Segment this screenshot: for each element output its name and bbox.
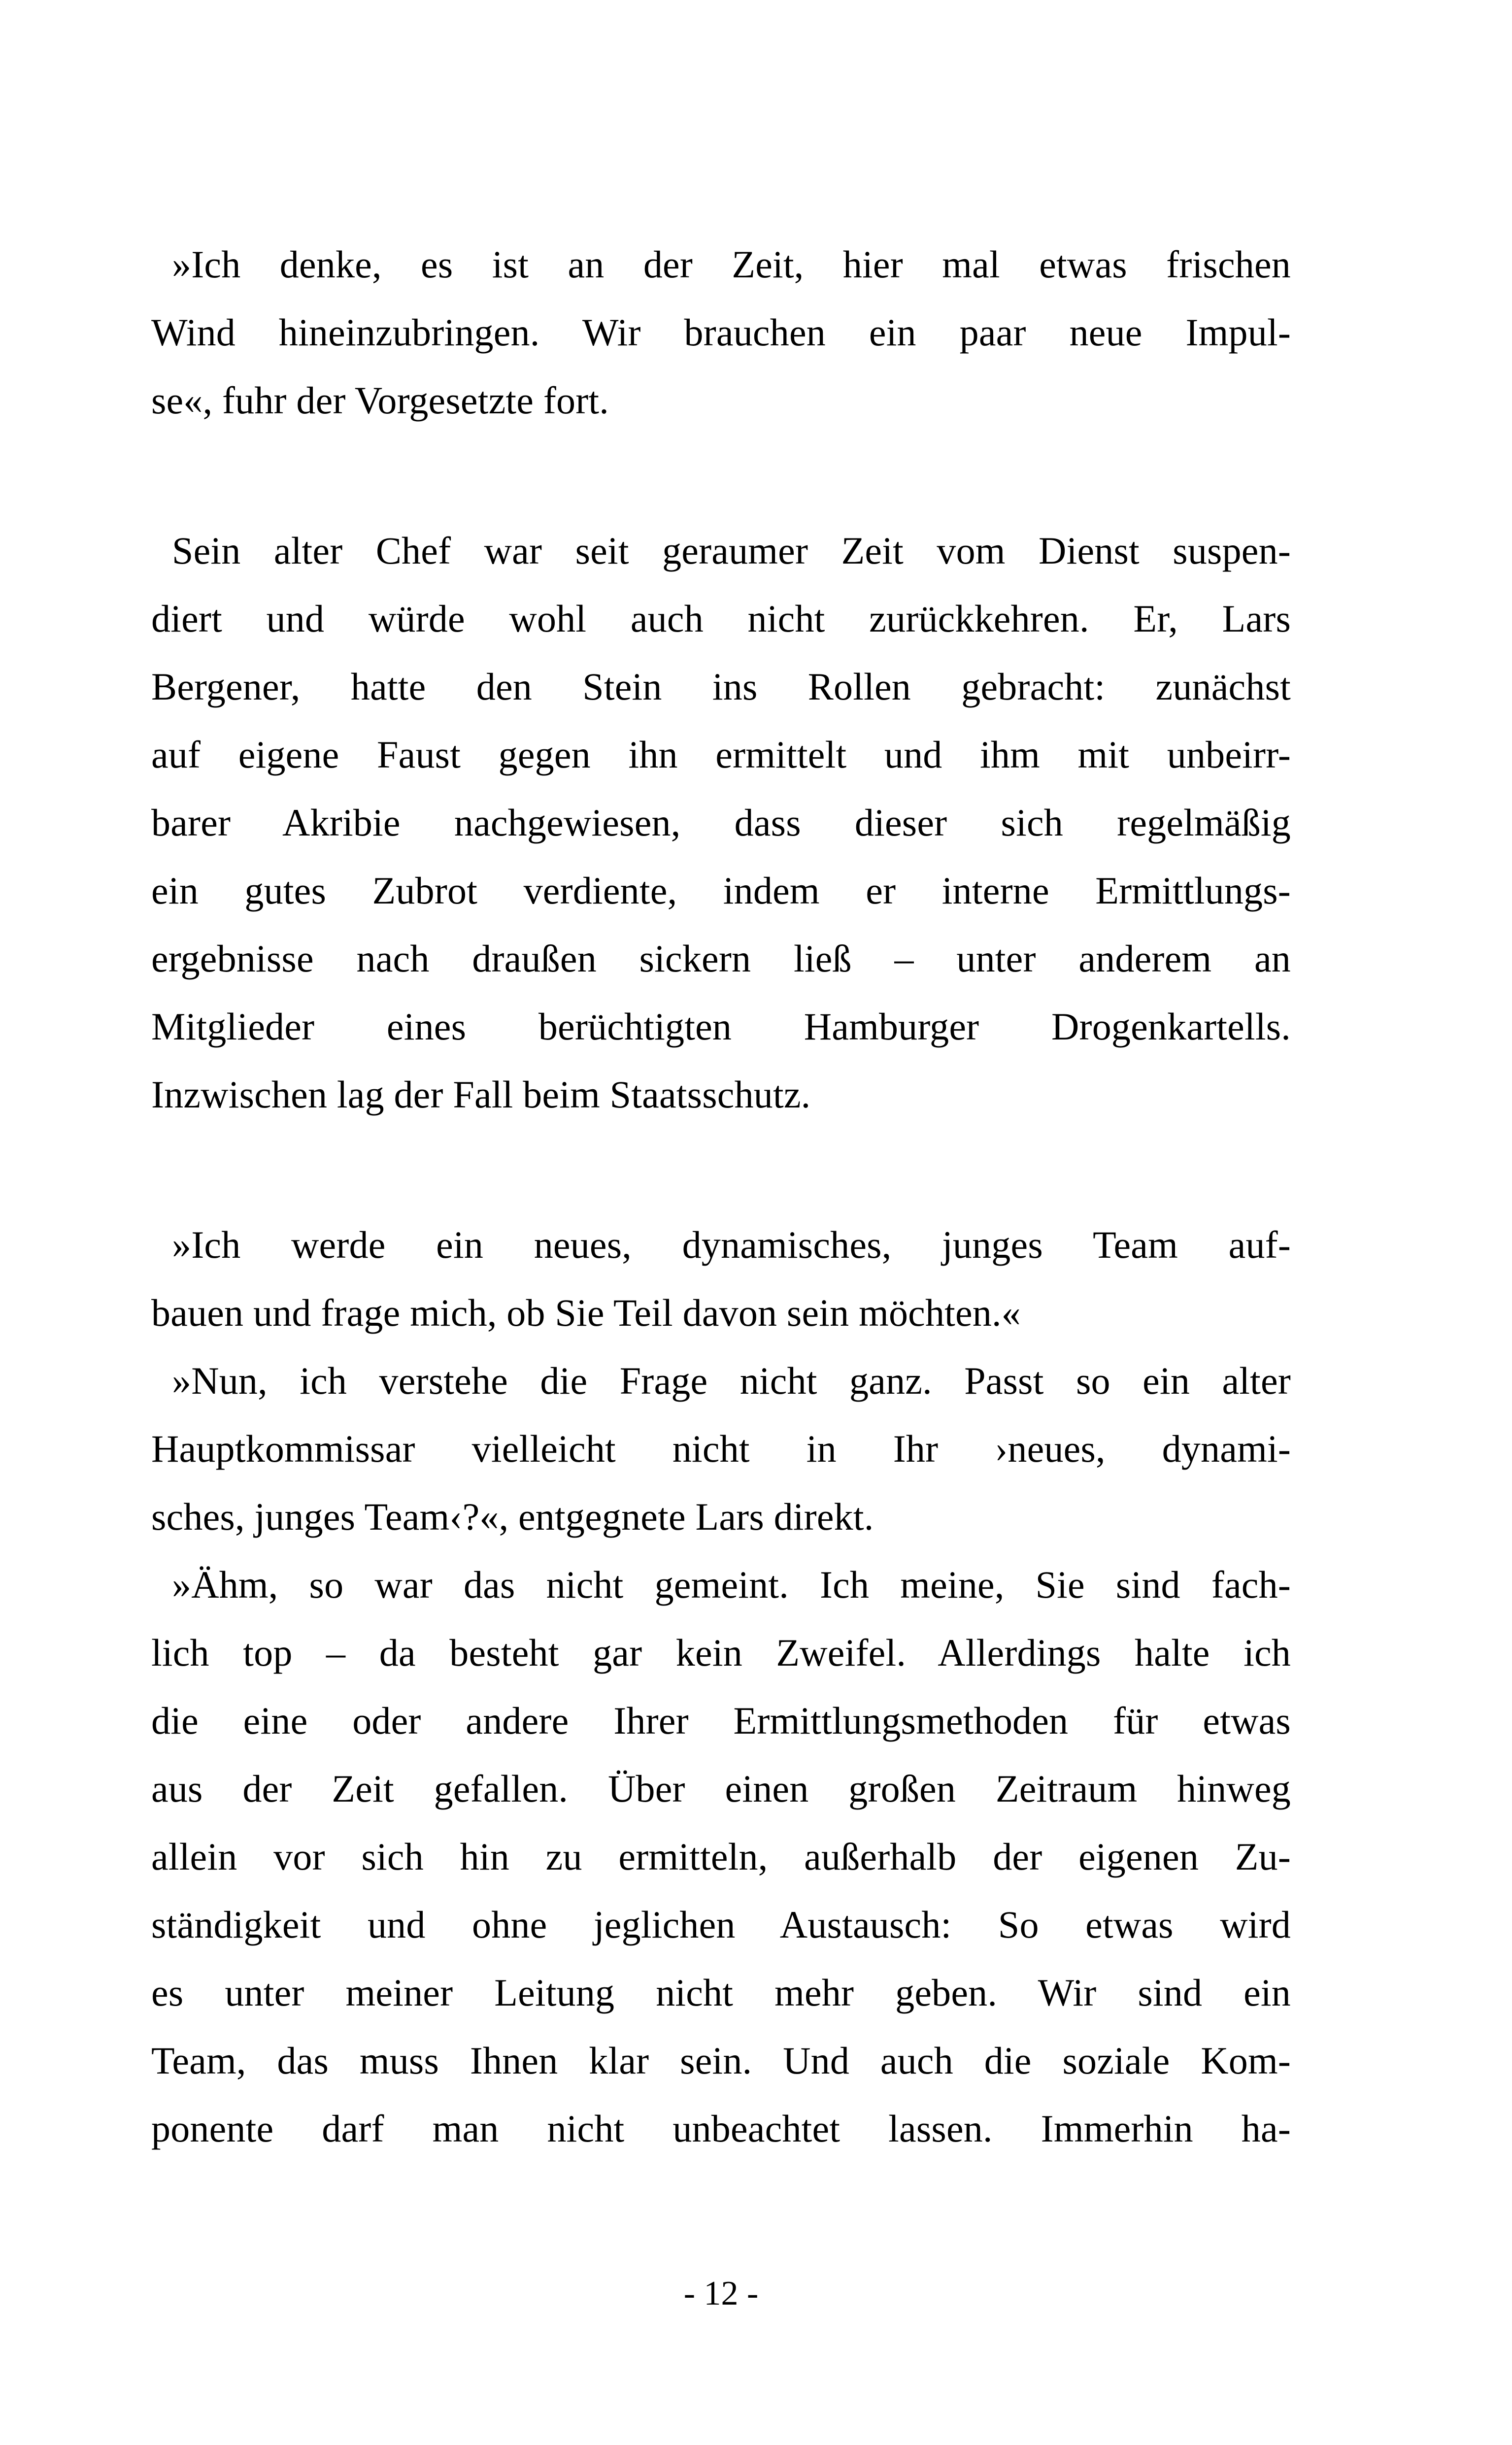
text-line: »Ich werde ein neues, dynamisches, junges Team auf- [172,1223,1291,1266]
text-line: Inzwischen lag der Fall beim Staatsschutz. [151,1073,811,1116]
text-line: diert und würde wohl auch nicht zurückkehren. Er, Lars [151,597,1291,640]
text-line: barer Akribie nachgewiesen, dass dieser sich regelmäßig [151,801,1291,844]
text-line: Hauptkommissar vielleicht nicht in Ihr ›neues, dynami- [151,1427,1291,1470]
text-line: Mitglieder eines berüchtigten Hamburger Drogenkartells. [151,1005,1291,1048]
page-footer [151,2277,1291,2311]
page-number: - 12 - [683,2275,759,2312]
text-line: allein vor sich hin zu ermitteln, außerhalb der eigenen Zu- [151,1835,1291,1878]
paragraph [151,517,1291,1129]
text-line: Bergener, hatte den Stein ins Rollen gebracht: zunächst [151,665,1291,708]
text-line: Sein alter Chef war seit geraumer Zeit vom Dienst suspen- [172,529,1291,572]
paragraph [151,1347,1291,1551]
text-line: Team, das muss Ihnen klar sein. Und auch die soziale Kom- [151,2039,1291,2082]
text-line: se«, fuhr der Vorgesetzte fort. [151,379,609,422]
text-line: Wind hineinzubringen. Wir brauchen ein paar neue Impul- [151,311,1291,354]
text-line: ergebnisse nach draußen sickern ließ – unter anderem an [151,937,1291,980]
text-line: lich top – da besteht gar kein Zweifel. Allerdings halte ich [151,1631,1291,1674]
text-line: »Ich denke, es ist an der Zeit, hier mal etwas frischen [172,243,1291,286]
text-line: ein gutes Zubrot verdiente, indem er interne Ermittlungs- [151,869,1291,912]
text-line: ponente darf man nicht unbeachtet lassen. Immerhin ha- [151,2107,1291,2150]
text-line: auf eigene Faust gegen ihn ermittelt und ihm mit unbeirr- [151,733,1291,776]
paragraph [151,1211,1291,1347]
text-line: bauen und frage mich, ob Sie Teil davon sein möchten.« [151,1291,1021,1334]
text-line: ständigkeit und ohne jeglichen Austausch: So etwas wird [151,1903,1291,1946]
text-line: es unter meiner Leitung nicht mehr geben. Wir sind ein [151,1971,1291,2014]
text-line: sches, junges Team‹?«, entgegnete Lars direkt. [151,1495,874,1538]
paragraph [151,1551,1291,2163]
text-line: die eine oder andere Ihrer Ermittlungsmethoden für etwas [151,1699,1291,1742]
text-column [151,231,1291,2163]
paragraph [151,231,1291,435]
text-line: »Nun, ich verstehe die Frage nicht ganz. Passt so ein alter [172,1359,1291,1402]
text-line: aus der Zeit gefallen. Über einen großen Zeitraum hinweg [151,1767,1291,1810]
text-line: »Ähm, so war das nicht gemeint. Ich meine, Sie sind fach- [172,1563,1291,1606]
